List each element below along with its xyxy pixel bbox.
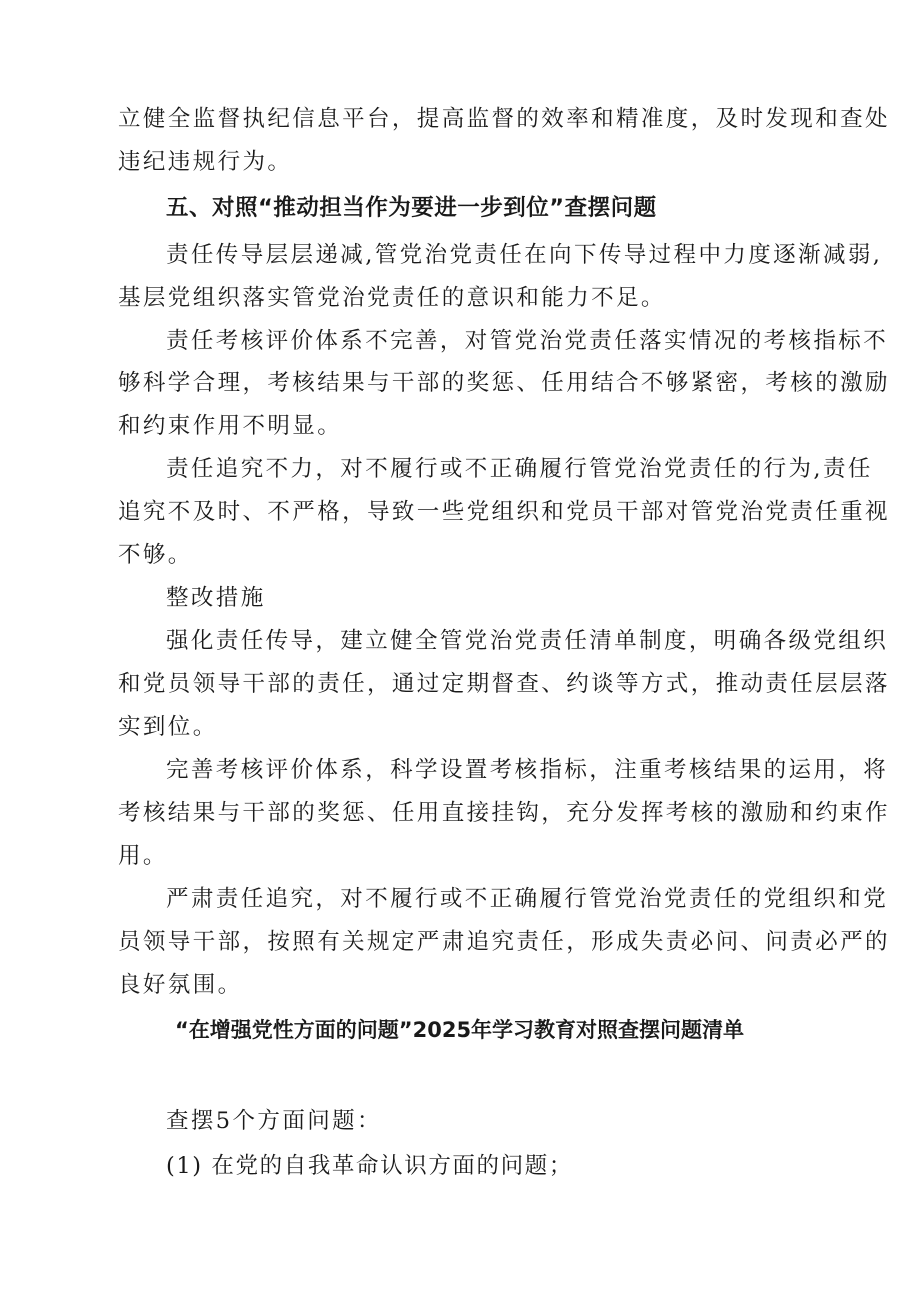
body-text-line: 和党员领导干部的责任，通过定期督查、约谈等方式，推动责任层层落 <box>118 671 890 697</box>
body-text-line: 责任传导层层递减,管党治党责任在向下传导过程中力度逐渐减弱, <box>166 242 883 268</box>
body-text-line: 违纪违规行为。 <box>118 149 293 175</box>
body-text-line: 责任追究不力，对不履行或不正确履行管党治党责任的行为,责任 <box>166 456 873 482</box>
body-text-line: 员领导干部，按照有关规定严肃追究责任，形成失责必问、问责必严的 <box>118 929 890 955</box>
body-text-line: 实到位。 <box>118 714 218 740</box>
body-text-line: 不够。 <box>118 542 193 568</box>
body-text-line: 责任考核评价体系不完善，对管党治党责任落实情况的考核指标不 <box>166 328 889 354</box>
body-text-line: 良好氛围。 <box>118 972 243 998</box>
body-text-line: 够科学合理，考核结果与干部的奖惩、任用结合不够紧密，考核的激励 <box>118 370 890 396</box>
body-text-line: 基层党组织落实管党治党责任的意识和能力不足。 <box>118 285 666 311</box>
body-text-line: 考核结果与干部的奖惩、任用直接挂钩，充分发挥考核的激励和约束作 <box>118 800 890 826</box>
body-text-line: 查摆5个方面问题： <box>166 1108 382 1134</box>
body-text-line: 立健全监督执纪信息平台，提高监督的效率和精准度，及时发现和查处 <box>118 106 890 132</box>
list-item: (1) 在党的自我革命认识方面的问题； <box>166 1153 573 1179</box>
body-text-line: 追究不及时、不严格，导致一些党组织和党员干部对管党治党责任重视 <box>118 499 890 525</box>
body-text-line: 严肃责任追究，对不履行或不正确履行管党治党责任的党组织和党 <box>166 886 889 912</box>
body-text-line: 强化责任传导，建立健全管党治党责任清单制度，明确各级党组织 <box>166 628 889 654</box>
body-text-line: 用。 <box>118 843 168 869</box>
body-text-line: 和约束作用不明显。 <box>118 413 343 439</box>
section-heading: 五、对照“推动担当作为要进一步到位”查摆问题 <box>166 195 657 221</box>
document-title: “在增强党性方面的问题”2025年学习教育对照查摆问题清单 <box>175 1018 745 1042</box>
body-text-line: 完善考核评价体系，科学设置考核指标，注重考核结果的运用，将 <box>166 757 889 783</box>
subheading-rectification: 整改措施 <box>166 585 266 611</box>
